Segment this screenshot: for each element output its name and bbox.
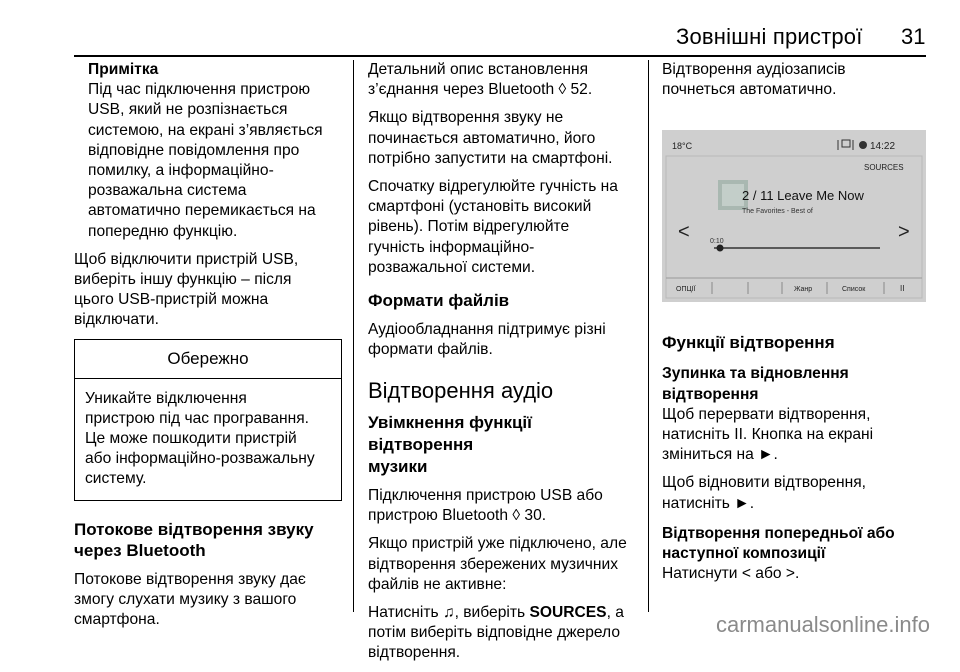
chapter-title: Зовнішні пристрої: [676, 24, 863, 49]
note-block: [74, 60, 342, 242]
album-name: The Favorites - Best of: [742, 208, 813, 216]
menu-options[interactable]: ОПЦІЇ: [676, 286, 696, 294]
paragraph: Якщо пристрій уже підключено, але відтворення збережених музичних файлів не активне:: [368, 535, 627, 593]
sources-button[interactable]: SOURCES: [864, 163, 904, 173]
screen-illustration: [662, 130, 926, 302]
track-title: 2 / 11 Leave Me Now: [742, 188, 864, 204]
paragraph: [368, 603, 634, 664]
paragraph: Потокове відтворення звуку дає змогу слухати музику з вашого смартфона.: [74, 570, 306, 629]
section-heading: Потокове відтворення звуку через Bluetooth: [74, 519, 314, 561]
text-run: Натисніть ♫, виберіть: [368, 603, 530, 621]
section-heading: Увімкнення функції відтворення музики: [368, 412, 532, 476]
column-1: [74, 60, 342, 638]
text-run: , а потім виберіть відповідне джерело відтворення.: [368, 603, 624, 662]
paragraph: Підключення пристрою USB або пристрою Bluetooth ◊ 30.: [368, 486, 603, 525]
menu-genre[interactable]: Жанр: [794, 286, 813, 294]
next-button[interactable]: >: [898, 221, 910, 244]
paragraph: Спочатку відрегулюйте гучність на смартфоні (установіть високий рівень). Потім відрегулюйте гучність інформаційно- розважальної системи.: [368, 178, 618, 276]
infotainment-screen-image: [662, 130, 926, 302]
column-3: [662, 60, 928, 592]
subsection-heading: Зупинка та відновлення відтворення: [662, 365, 849, 403]
temperature: 18°C: [672, 141, 693, 152]
caution-title: Обережно: [75, 340, 341, 379]
section-heading: Функції відтворення: [662, 333, 835, 353]
gear-icon: [859, 141, 867, 149]
paragraph: Щоб відключити пристрій USB, виберіть іншу функцію – після цього USB-пристрій можна відключати.: [74, 250, 299, 329]
paragraph: Щоб відновити відтворення, натисніть ►.: [662, 474, 866, 512]
page-number: 31: [901, 24, 926, 49]
prev-button[interactable]: <: [678, 221, 690, 244]
column-2: [368, 60, 634, 672]
elapsed-time: 0:10: [710, 238, 724, 246]
paragraph: Щоб перервати відтворення, натисніть II. Кнопка на екрані зміниться на ►.: [662, 405, 874, 464]
menu-list[interactable]: Список: [842, 286, 866, 294]
paragraph: Аудіообладнання підтримує різні формати файлів.: [368, 320, 606, 358]
column-divider: [353, 60, 354, 612]
clock: 14:22: [870, 141, 896, 153]
column-divider: [648, 60, 649, 612]
paragraph: Якщо відтворення звуку не починається автоматично, його потрібно запустити на смартфоні.: [368, 109, 613, 167]
pause-button[interactable]: II: [900, 284, 905, 294]
note-title: Примітка: [88, 61, 159, 78]
progress-knob: [717, 245, 724, 252]
paragraph: Детальний опис встановлення з’єднання через Bluetooth ◊ 52.: [368, 61, 593, 99]
watermark: carmanualsonline.info: [715, 612, 930, 637]
section-heading: Формати файлів: [368, 291, 510, 311]
caution-text: Уникайте відключення пристрою під час програвання. Це може пошкодити пристрій або інформаційно-розважальну систему.: [85, 389, 315, 488]
caution-box: [74, 339, 342, 501]
page-header: [0, 0, 960, 58]
paragraph: Натиснути < або >.: [662, 565, 800, 583]
header-rule: [74, 55, 926, 57]
subsection-heading: Відтворення попередньої або наступної композиції: [662, 524, 895, 563]
sources-keyword: SOURCES: [529, 603, 607, 621]
chapter-heading: Відтворення аудіо: [368, 377, 554, 403]
paragraph: Відтворення аудіозаписів почнеться автоматично.: [662, 61, 846, 99]
note-text: Під час підключення пристрою USB, який не розпізнається системою, на екрані з’являється відповідне повідомлення про помилку, а інформаційно- розважальна система автоматично перемикається на попередню функцію.: [88, 81, 323, 240]
